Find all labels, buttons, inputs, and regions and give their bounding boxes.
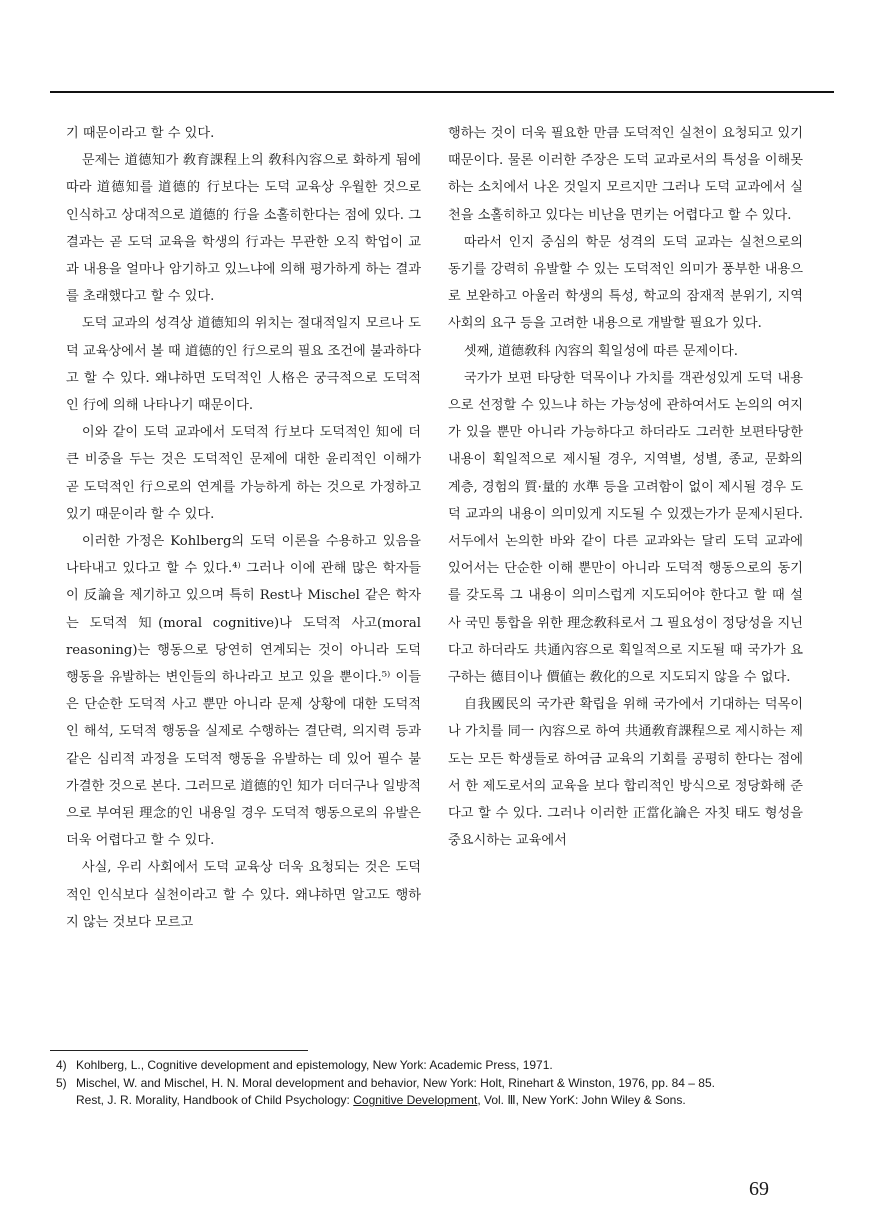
paragraph: 도덕 교과의 성격상 道德知의 위치는 절대적일지 모르나 도덕 교육상에서 볼 때 道德的인 行으로의 필요 조건에 불과하다고 할 수 있다. 왜냐하면 도덕적인 人格은 궁극적으로 도덕적인 行에 의해 나타나기 때문이다. [66, 316, 421, 414]
paragraph: 셋째, 道德敎科 內容의 획일성에 따른 문제이다. [463, 343, 738, 359]
footnotes [56, 1057, 786, 1110]
paragraph: 국가가 보편 타당한 덕목이나 가치를 객관성있게 도덕 내용으로 선정할 수 있느냐 하는 가능성에 관하여서도 논의의 여지가 있을 뿐만 아니라 가능하다고 하더라도 그러한 보편타당한 내용이 획일적으로 제시될 경우, 지역별, 성별, 종교, 문화의 계층, 경험의 質·量的 水準 등을 고려함이 없이 제시될 경우 도덕 교과의 내용이 의미있게 지도될 수 있겠는가가 문제시된다. 서두에서 논의한 바와 같이 다른 교과와는 달리 도덕 교과에 있어서는 단순한 이해 뿐만이 아니라 도덕적 행동으로의 동기를 갖도록 그 내용이 의미스럽게 지도되어야 한다고 할 때 설사 국민 통합을 위한 理念敎科로서 그 필요성이 정당성을 지닌다고 하더라도 共通內容으로 획일적으로 지도될 때 국가가 요구하는 德目이나 價値는 敎化的으로 지도되지 않을 수 없다. [448, 370, 803, 686]
footnote-text: Mischel, W. and Mischel, H. N. Moral development and behavior, New York: Holt, Rinehart & Winston, 1976, pp. 84 – 85. [76, 1075, 715, 1090]
header-rule [50, 91, 834, 93]
paragraph: 自我國民의 국가관 확립을 위해 국가에서 기대하는 덕목이나 가치를 同一 內容으로 하여 共通敎育課程으로 제시하는 제도는 모든 학생들로 하여금 교육의 기회를 공평히 한다는 점에서 한 제도로서의 교육을 보다 합리적인 방식으로 정당화해 준다고 할 수 있다. 그러나 이러한 正當化論은 자칫 태도 형성을 중요시하는 교육에서 [448, 697, 803, 849]
right-column [448, 120, 803, 854]
footnote-text: , Vol. Ⅲ, New YorK: John Wiley & Sons. [477, 1093, 686, 1108]
paragraph: 기 때문이라고 할 수 있다. [66, 126, 215, 141]
footnote-number: 5) [56, 1075, 67, 1090]
paragraph: 따라서 인지 중심의 학문 성격의 도덕 교과는 실천으로의 동기를 강력히 유발할 수 있는 도덕적인 의미가 풍부한 내용으로 보완하고 아울러 학생의 특성, 학교의 잠재적 분위기, 지역 사회의 요구 등을 고려한 내용으로 개발할 필요가 있다. [448, 234, 803, 332]
paragraph: 사실, 우리 사회에서 도덕 교육상 더욱 요청되는 것은 도덕적인 인식보다 실천이라고 할 수 있다. 왜냐하면 알고도 행하지 않는 것보다 모르고 [66, 860, 421, 930]
left-column [66, 120, 421, 936]
footnote-rule [50, 1050, 308, 1051]
paragraph: 이러한 가정은 Kohlberg의 도덕 이론을 수용하고 있음을 나타내고 있다고 할 수 있다.⁴⁾ 그러나 이에 관해 많은 학자들이 反論을 제기하고 있으며 특히 Rest나 Mischel 같은 학자는 도덕적 知(moral cognitive)나 도덕적 사고(moral reasoning)는 행동으로 당연히 연계되는 것이 아니라 도덕 행동을 유발하는 변인들의 하나라고 보고 있을 뿐이다.⁵⁾ 이들은 단순한 도덕적 사고 뿐만 아니라 문제 상황에 대한 도덕적인 해석, 도덕적 행동을 실제로 수행하는 결단력, 의지력 등과 같은 심리적 과정을 도덕적 행동을 유발하는 데 있어 필수 불가결한 것으로 본다. 그러므로 道德的인 知가 더더구나 일방적으로 부여된 理念的인 내용일 경우 도덕적 행동으로의 유발은 더욱 어렵다고 할 수 있다. [66, 534, 421, 849]
paragraph: 행하는 것이 더욱 필요한 만큼 도덕적인 실천이 요청되고 있기 때문이다. 물론 이러한 주장은 도덕 교과로서의 특성을 이해못하는 소치에서 나온 것일지 모르지만 그러나 도덕 교과에서 실천을 소홀히하고 있다는 비난을 면키는 어렵다고 할 수 있다. [448, 126, 803, 223]
paragraph: 문제는 道德知가 敎育課程上의 敎科內容으로 화하게 됨에 따라 道德知를 道德的 行보다는 도덕 교육상 우월한 것으로 인식하고 상대적으로 道德的 行을 소홀히한다는 점에 있다. 그 결과는 곧 도덕 교육을 학생의 行과는 무관한 오직 학업이 교과 내용을 얼마나 암기하고 있느냐에 의해 평가하게 하는 결과를 초래했다고 할 수 있다. [66, 153, 421, 305]
footnote-4 [56, 1057, 786, 1075]
footnote-5-continued [56, 1092, 786, 1110]
paragraph: 이와 같이 도덕 교과에서 도덕적 行보다 도덕적인 知에 더 큰 비중을 두는 것은 도덕적인 문제에 대한 윤리적인 이해가 곧 도덕적인 行으로의 연계를 가능하게 하는 것으로 가정하고 있기 때문이라 할 수 있다. [66, 425, 421, 522]
footnote-underlined-title: Cognitive Development [353, 1093, 478, 1108]
footnote-text: Kohlberg, L., Cognitive development and epistemology, New York: Academic Press, 1971. [76, 1058, 553, 1072]
page-number: 69 [749, 1178, 769, 1200]
footnote-text: Rest, J. R. Morality, Handbook of Child Psychology: [76, 1093, 354, 1108]
footnote-5 [56, 1075, 786, 1093]
footnote-number: 4) [56, 1058, 67, 1072]
